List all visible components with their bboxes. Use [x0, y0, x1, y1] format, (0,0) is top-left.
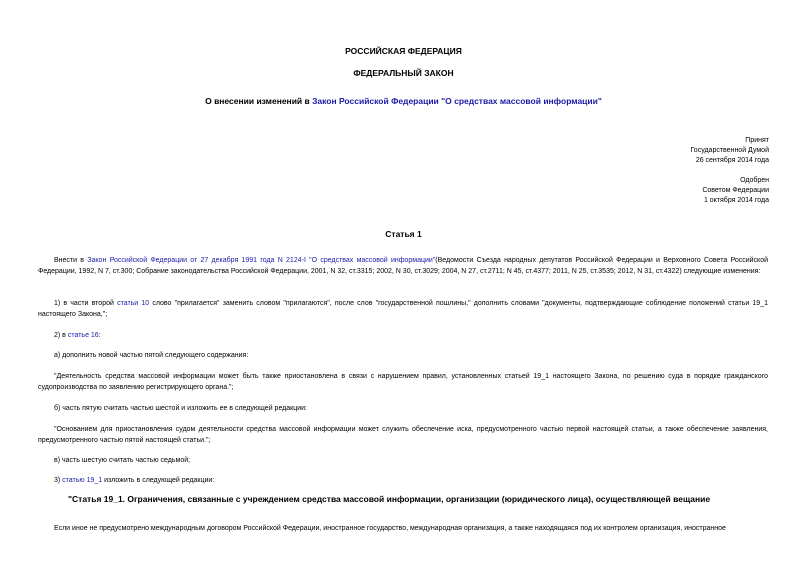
item-3-rest: изложить в следующей редакции:	[102, 477, 215, 484]
adoption-line-1: Принят	[745, 137, 769, 144]
doc-type-heading: ФЕДЕРАЛЬНЫЙ ЗАКОН	[353, 68, 454, 78]
approval-line-1: Одобрен	[740, 177, 769, 184]
law-title-prefix: О внесении изменений в	[205, 96, 313, 106]
approval-line-2: Советом Федерации	[702, 187, 769, 194]
item-2	[38, 330, 768, 341]
item-2b: б) часть пятую считать частью шестой и изложить ее в следующей редакции:	[54, 405, 307, 412]
intro-rest: (Ведомости Съезда народных депутатов Российской Федерации и Верховного Совета Российской Федерации, 1992, N 7, ст.300; Собрание законодательства Российской Федерации, 2001, N 32, ст.3315; 2002, N 30, ст.3029; 2004, N 27, ст.2711; N 45, ст.4377; 2011, N 25, ст.3535; 2012, N 31, ст.4322) следующие изменения:	[38, 257, 768, 275]
article-1-intro	[38, 255, 768, 277]
item-2c: в) часть шестую считать частью седьмой;	[54, 457, 191, 464]
item-2a-quote: "Деятельность средства массовой информации может быть также приостановлена в связи с нарушением правил, установленных статьей 19_1 настоящего Закона, по решению суда в порядке гражданского судопроизводства по заявлению регистрирующего органа.";	[38, 373, 768, 391]
law-title	[0, 96, 807, 106]
item-2b-quote: "Основанием для приостановления судом деятельности средства массовой информации может служить обеспечение иска, предусмотренного частью первой настоящей статьи, а также обеспечение заявления, предусмотренного частью пятой настоящей статьи.";	[38, 426, 768, 444]
last-paragraph: Если иное не предусмотрено международным договором Российской Федерации, иностранное государство, международная организация, а также находящаяся под их контролем организация, иностранное	[54, 525, 726, 532]
item-1-rest: слово "прилагается" заменить словом "прилагаются", после слов "государственной пошлины," дополнить словами "документы, подтверждающие соблюдение положений статьи 19_1 настоящего Закона,";	[38, 300, 768, 318]
adoption-line-3: 26 сентября 2014 года	[695, 157, 769, 164]
law-title-link[interactable]: Закон Российской Федерации "О средствах массовой информации"	[312, 96, 602, 106]
article-19-1-link[interactable]: статью 19_1	[62, 477, 103, 484]
intro-prefix: Внести в	[54, 257, 88, 264]
article-1-heading: Статья 1	[385, 229, 422, 239]
approval-line-3: 1 октября 2014 года	[703, 197, 769, 204]
intro-law-link[interactable]: Закон Российской Федерации от 27 декабря 1991 года N 2124-I "О средствах массовой информации"	[87, 257, 436, 264]
item-2-suffix: :	[98, 332, 101, 339]
adoption-line-2: Государственной Думой	[690, 147, 769, 154]
item-3	[38, 475, 768, 486]
item-1	[38, 298, 768, 320]
article-16-link[interactable]: статье 16	[67, 332, 99, 339]
item-1-prefix: 1) в части второй	[54, 300, 118, 307]
new-article-heading: "Статья 19_1. Ограничения, связанные с учреждением средства массовой информации, организации (юридического лица), осуществляющей вещание	[68, 494, 711, 504]
country-heading: РОССИЙСКАЯ ФЕДЕРАЦИЯ	[345, 46, 462, 56]
article-10-link[interactable]: статьи 10	[117, 300, 150, 307]
approval-block	[702, 176, 769, 206]
adoption-block	[690, 136, 769, 166]
item-2a: а) дополнить новой частью пятой следующего содержания:	[54, 352, 249, 359]
item-2-prefix: 2) в	[54, 332, 68, 339]
item-3-prefix: 3)	[54, 477, 63, 484]
